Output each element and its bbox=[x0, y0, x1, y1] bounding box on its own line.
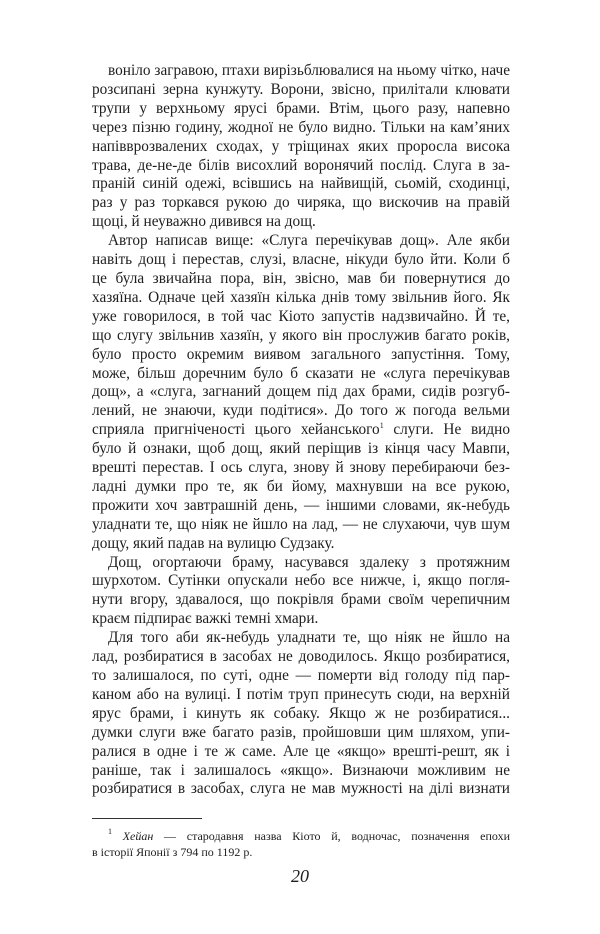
text-line: уладнати те, що ніяк не йшло на лад, — не слухаючи, чув шум bbox=[92, 515, 510, 533]
text-line: розбиратися в засобах, слуга не мав мужності на ділі визнати bbox=[92, 780, 510, 798]
text-line: то залишалося, по суті, одне — померти від голоду під пар- bbox=[92, 667, 510, 684]
text-line: напівврозвалених сходах, у тріщинах яких проросла висока bbox=[92, 137, 510, 155]
text-line bbox=[92, 421, 510, 440]
footnote-term: Хейан bbox=[122, 829, 154, 843]
footnote-line: в історії Японії з 794 по 1192 р. bbox=[92, 845, 253, 859]
text-line: раз у раз торкався рукою до чиряка, що вискочив на правій bbox=[92, 194, 510, 212]
footnote-text: — стародавня назва Кіото й, водночас, позначення епохи bbox=[153, 829, 510, 843]
text-line: раніше, так і залишалось «якщо». Визнаючи можливим не bbox=[92, 761, 510, 779]
text-line: ралися в одне і те ж саме. Але це «якщо» врешті-решт, як і bbox=[92, 742, 510, 760]
text-line: що слугу звільнив хазяїн, у якого він прослужив багато років, bbox=[92, 326, 510, 344]
text-segment: сприяла пригніченості цього хейанського bbox=[92, 421, 380, 439]
footnote-divider bbox=[92, 818, 202, 819]
page-number: 20 bbox=[291, 866, 309, 886]
text-line: лений, не знаючи, куди подітися». До того ж погода вельми bbox=[92, 402, 510, 420]
text-line: краєм підпирає важкі темні хмари. bbox=[92, 610, 319, 628]
footnote-marker: 1 bbox=[108, 827, 112, 836]
footnote-reference: 1 bbox=[379, 421, 384, 431]
text-line: каном або на вулиці. І потім труп принесуть сюди, на верхній bbox=[92, 685, 510, 703]
text-line: трупи у верхньому ярусі брами. Втім, цього разу, напевно bbox=[92, 99, 510, 117]
text-line: хазяїна. Одначе цей хазяїн кілька днів тому звільнив його. Як bbox=[92, 288, 510, 306]
text-line: прожити хоч завтрашній день, — іншими словами, як-небудь bbox=[92, 496, 510, 514]
footnote-line bbox=[92, 828, 510, 844]
text-line: шурхотом. Сутінки опускали небо все нижче, і, якщо погля- bbox=[92, 572, 510, 590]
text-line: було й ознаки, щоб дощ, який періщив із кінця часу Мавпи, bbox=[92, 440, 510, 458]
text-line: врешті перестав. І ось слуга, знову й знову перебираючи без- bbox=[92, 459, 510, 477]
text-line: дощу, який падав на вулицю Судзаку. bbox=[92, 534, 335, 552]
text-line: лад, розбиратися в засобах не доводилось. Якщо розбиратися, bbox=[92, 648, 510, 666]
text-line: воніло загравою, птахи вирізьблювалися на ньому чітко, наче bbox=[108, 62, 510, 79]
text-line: Автор написав вище: «Слуга перечікував дощ». Але якби bbox=[108, 232, 510, 250]
text-line: Дощ, огортаючи браму, насувався здалеку з протяжним bbox=[108, 553, 510, 571]
text-line: ладні думки про те, як би йому, махнувши на все рукою, bbox=[92, 477, 510, 495]
text-line: навіть дощ і перестав, слузі, власне, нікуди було йти. Коли б bbox=[92, 251, 510, 269]
text-line: щоці, й неуважно дивився на дощ. bbox=[92, 213, 316, 231]
text-line: нути вгору, здавалося, що покрівля брами своїм черепичним bbox=[92, 591, 510, 609]
text-segment: слуги. Не видно bbox=[383, 421, 510, 439]
body-text bbox=[92, 62, 510, 799]
text-line: може, більш доречним було б сказати не «слуга перечікував bbox=[92, 364, 510, 382]
footnote bbox=[92, 828, 510, 860]
text-line: було просто окремим виявом загального запустіння. Тому, bbox=[92, 345, 510, 363]
text-line: розсипані зерна кунжуту. Ворони, звісно, прилітали клювати bbox=[92, 80, 510, 98]
text-line: це була звичайна пора, він, звісно, мав би повернутися до bbox=[92, 269, 510, 287]
text-line: думки слуги вже багато разів, пройшовши цим шляхом, упи- bbox=[92, 723, 510, 741]
text-line: через пізню годину, жодної не було видно. Тільки на кам’яних bbox=[92, 118, 510, 136]
text-line: трава, де-не-де білів висохлий воронячий послід. Слуга в за- bbox=[92, 156, 510, 174]
text-line: дощ», а «слуга, загнаний дощем під дах брами, сидів розгуб- bbox=[92, 383, 510, 401]
text-line: ярус брами, і кинуть як собаку. Якщо ж не розбиратися... bbox=[92, 704, 510, 722]
text-line: Для того аби як-небудь уладнати те, що ніяк не йшло на bbox=[108, 629, 510, 647]
text-line: праній синій одежі, всівшись на найвищій, сьомій, сходинці, bbox=[92, 175, 510, 193]
text-line: уже говорилося, в той час Кіото запустів надзвичайно. Й те, bbox=[92, 307, 510, 325]
